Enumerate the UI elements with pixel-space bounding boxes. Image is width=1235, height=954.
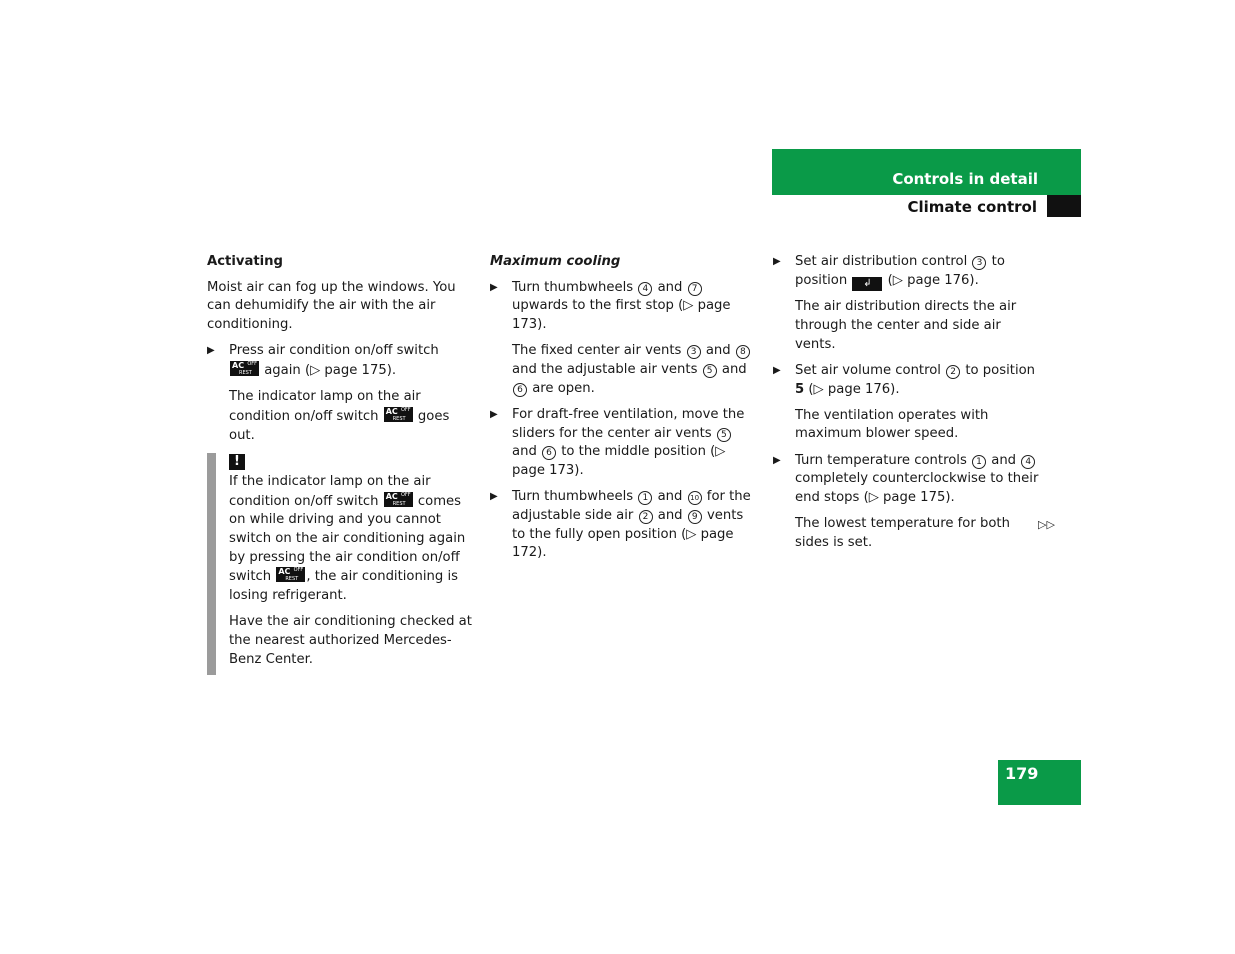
- step-sliders-middle: ▶ For draft-free ventilation, move the sliders for the center air vents 5 and 6 to the middle position (▷ page 173).: [490, 406, 745, 479]
- note-text-service: Have the air conditioning checked at the nearest authorized Mercedes-Benz Center.: [229, 614, 472, 667]
- column-activating: [207, 253, 472, 677]
- intro-text: Moist air can fog up the windows. You can dehumidify the air with the air conditioning.: [207, 279, 456, 333]
- ref-5: 5: [717, 428, 731, 442]
- ref-4: 4: [638, 282, 652, 296]
- volume-value: 5: [795, 381, 805, 397]
- note-text: If the indicator lamp on the air condition on/off switch AC OFF REST comes on while driving and you cannot switch on the air conditioning again by pressing the air condition on/off switch AC OFF REST , the air conditioning is losing refrigerant.: [229, 473, 466, 604]
- result-temperature: The lowest temperature for both sides is set.: [795, 516, 1010, 550]
- ref-1: 1: [972, 455, 986, 469]
- step-thumbwheels-up: ▶ Turn thumbwheels 4 and 7 upwards to the first stop (▷ page 173).: [490, 279, 731, 333]
- air-distribution-icon: ↲: [852, 277, 882, 291]
- result-distribution: The air distribution directs the air through the center and side air vents.: [795, 299, 1017, 352]
- ac-switch-icon: AC OFF REST: [385, 491, 411, 507]
- result-blower: The ventilation operates with maximum blower speed.: [795, 407, 989, 442]
- ref-10: 10: [688, 491, 702, 505]
- ref-4: 4: [1021, 455, 1035, 469]
- page-number: 179: [1005, 764, 1039, 783]
- column-settings: [773, 253, 1041, 560]
- step-air-distribution: ▶ Set air distribution control 3 to position ↲ (▷ page 176).: [773, 254, 1005, 289]
- ac-switch-icon: AC OFF REST: [278, 567, 304, 583]
- ref-3: 3: [687, 345, 701, 359]
- note-bar: [207, 453, 216, 675]
- bullet-icon: ▶: [773, 364, 781, 376]
- result-vents-open: The fixed center air vents 3 and 8 and the adjustable air vents 5 and 6 are open.: [490, 342, 755, 398]
- ref-1: 1: [638, 491, 652, 505]
- ref-2: 2: [639, 510, 653, 524]
- header-tab-marker: [1047, 195, 1081, 217]
- bullet-icon: ▶: [207, 345, 215, 357]
- subsection-title: Climate control: [907, 198, 1037, 216]
- bullet-icon: ▶: [773, 454, 781, 466]
- result-lamp-out: The indicator lamp on the air condition on/off switch AC OFF REST goes out.: [229, 389, 450, 443]
- ref-2: 2: [946, 365, 960, 379]
- ref-8: 8: [736, 345, 750, 359]
- ac-switch-icon: AC OFF REST: [232, 361, 257, 377]
- step-temperature: ▶ Turn temperature controls 1 and 4 completely counterclockwise to their end stops (▷ page 175).: [773, 452, 1039, 506]
- bullet-icon: ▶: [490, 281, 498, 293]
- bullet-icon: ▶: [773, 256, 781, 267]
- step-air-volume: ▶ Set air volume control 2 to position 5 (▷ page 176).: [773, 362, 1036, 397]
- header-bar: [772, 149, 1081, 195]
- warning-note: [207, 453, 472, 670]
- ref-7: 7: [688, 282, 702, 296]
- warning-icon: !: [229, 454, 245, 470]
- ref-6: 6: [513, 383, 527, 397]
- page-number-box: [998, 760, 1081, 805]
- bullet-icon: ▶: [490, 491, 498, 503]
- section-title: Controls in detail: [892, 170, 1038, 189]
- heading-max-cooling: Maximum cooling: [490, 254, 621, 269]
- ref-5: 5: [703, 364, 717, 378]
- heading-activating: Activating: [207, 254, 283, 269]
- continue-icon: ▷▷: [1038, 518, 1055, 531]
- bullet-icon: ▶: [490, 408, 498, 420]
- ref-3: 3: [972, 256, 986, 270]
- step-press-ac: ▶ Press air condition on/off switch AC OFF REST again (▷ page 175).: [207, 343, 439, 379]
- ref-9: 9: [688, 510, 702, 524]
- column-max-cooling: [490, 253, 755, 571]
- step-side-vents-open: ▶ Turn thumbwheels 1 and 10 for the adjustable side air 2 and 9 vents to the fully open position (▷ page 172).: [490, 489, 751, 561]
- ref-6: 6: [542, 446, 556, 460]
- ac-switch-icon: AC OFF REST: [385, 406, 411, 422]
